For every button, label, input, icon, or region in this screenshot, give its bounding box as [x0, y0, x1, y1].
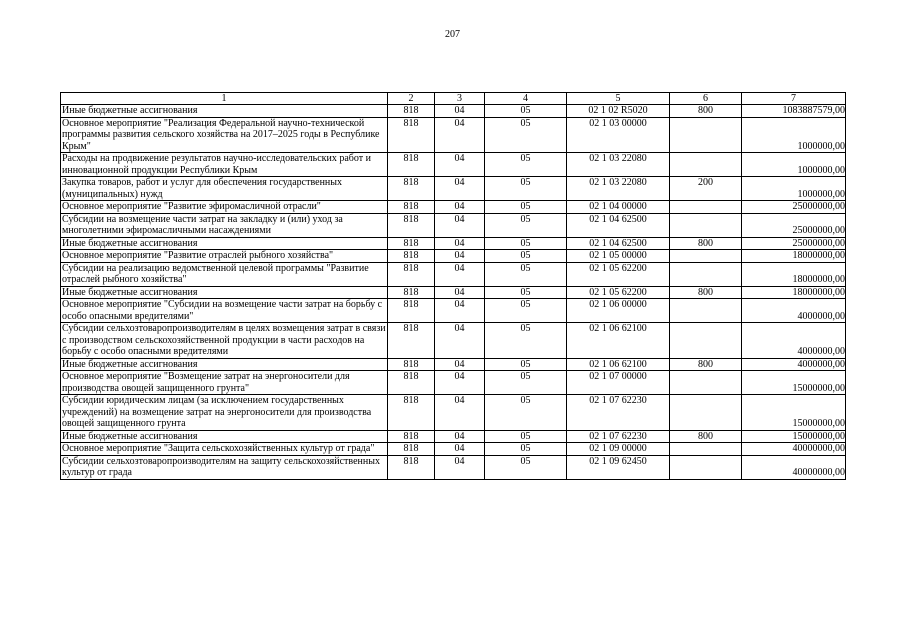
row-vr: 800	[670, 286, 742, 299]
row-vr: 800	[670, 237, 742, 250]
table-row	[61, 455, 846, 479]
header-cell: 7	[742, 93, 846, 105]
row-name: Иные бюджетные ассигнования	[61, 237, 388, 250]
row-pr: 05	[485, 153, 567, 177]
row-rz: 04	[435, 237, 485, 250]
row-rz: 04	[435, 443, 485, 456]
row-sum: 18000000,00	[742, 262, 846, 286]
row-csr: 02 1 04 00000	[567, 201, 670, 214]
row-name: Основное мероприятие "Развитие отраслей рыбного хозяйства"	[61, 250, 388, 263]
row-rz: 04	[435, 395, 485, 431]
row-name: Иные бюджетные ассигнования	[61, 105, 388, 118]
header-cell: 3	[435, 93, 485, 105]
row-vr	[670, 250, 742, 263]
table-row	[61, 395, 846, 431]
row-csr: 02 1 03 22080	[567, 177, 670, 201]
table-row	[61, 201, 846, 214]
row-sum: 40000000,00	[742, 455, 846, 479]
row-ved: 818	[388, 105, 435, 118]
row-sum: 1000000,00	[742, 117, 846, 153]
row-rz: 04	[435, 177, 485, 201]
table-header-row	[61, 93, 846, 105]
row-csr: 02 1 05 00000	[567, 250, 670, 263]
row-ved: 818	[388, 262, 435, 286]
row-sum: 15000000,00	[742, 371, 846, 395]
table-row	[61, 105, 846, 118]
row-pr: 05	[485, 371, 567, 395]
row-ved: 818	[388, 177, 435, 201]
table-row	[61, 237, 846, 250]
row-csr: 02 1 07 62230	[567, 395, 670, 431]
row-ved: 818	[388, 201, 435, 214]
row-csr: 02 1 04 62500	[567, 213, 670, 237]
row-vr	[670, 201, 742, 214]
row-pr: 05	[485, 237, 567, 250]
page-number: 207	[445, 29, 460, 40]
row-vr: 800	[670, 105, 742, 118]
row-ved: 818	[388, 430, 435, 443]
row-sum: 15000000,00	[742, 395, 846, 431]
row-name: Основное мероприятие "Развитие эфиромасличной отрасли"	[61, 201, 388, 214]
row-csr: 02 1 06 62100	[567, 323, 670, 359]
row-ved: 818	[388, 153, 435, 177]
row-csr: 02 1 03 00000	[567, 117, 670, 153]
row-rz: 04	[435, 299, 485, 323]
row-rz: 04	[435, 153, 485, 177]
row-vr	[670, 153, 742, 177]
row-sum: 1083887579,00	[742, 105, 846, 118]
row-sum: 25000000,00	[742, 213, 846, 237]
table-row	[61, 286, 846, 299]
row-pr: 05	[485, 213, 567, 237]
row-vr	[670, 455, 742, 479]
row-rz: 04	[435, 262, 485, 286]
row-name: Иные бюджетные ассигнования	[61, 286, 388, 299]
row-name: Иные бюджетные ассигнования	[61, 358, 388, 371]
table-row	[61, 358, 846, 371]
row-csr: 02 1 02 R5020	[567, 105, 670, 118]
row-name: Субсидии сельхозтоваропроизводителям на защиту сельскохозяйственных культур от града	[61, 455, 388, 479]
row-csr: 02 1 04 62500	[567, 237, 670, 250]
table-row	[61, 262, 846, 286]
row-ved: 818	[388, 299, 435, 323]
row-ved: 818	[388, 323, 435, 359]
table-row	[61, 177, 846, 201]
table-row	[61, 250, 846, 263]
row-csr: 02 1 09 00000	[567, 443, 670, 456]
row-rz: 04	[435, 358, 485, 371]
row-sum: 4000000,00	[742, 323, 846, 359]
row-vr	[670, 299, 742, 323]
table-row	[61, 430, 846, 443]
row-rz: 04	[435, 201, 485, 214]
row-name: Основное мероприятие "Защита сельскохозяйственных культур от града"	[61, 443, 388, 456]
row-sum: 18000000,00	[742, 286, 846, 299]
row-name: Субсидии на возмещение части затрат на закладку и (или) уход за многолетними эфиромасличными насаждениями	[61, 213, 388, 237]
row-csr: 02 1 07 62230	[567, 430, 670, 443]
row-pr: 05	[485, 299, 567, 323]
row-pr: 05	[485, 201, 567, 214]
table-row	[61, 213, 846, 237]
row-ved: 818	[388, 358, 435, 371]
row-vr	[670, 117, 742, 153]
row-ved: 818	[388, 213, 435, 237]
row-csr: 02 1 06 00000	[567, 299, 670, 323]
row-name: Субсидии сельхозтоваропроизводителям в целях возмещения затрат в связи с производством сельскохозяйственной продукции в части расходов на борьбу с особо опасными вредителями	[62, 323, 386, 357]
row-name: Основное мероприятие "Субсидии на возмещение части затрат на борьбу с особо опасными вредителями"	[61, 299, 388, 323]
row-vr	[670, 395, 742, 431]
table-row	[61, 117, 846, 153]
row-vr: 200	[670, 177, 742, 201]
row-ved: 818	[388, 117, 435, 153]
row-pr: 05	[485, 443, 567, 456]
row-csr: 02 1 03 22080	[567, 153, 670, 177]
row-ved: 818	[388, 455, 435, 479]
row-vr	[670, 371, 742, 395]
row-ved: 818	[388, 237, 435, 250]
row-rz: 04	[435, 430, 485, 443]
row-csr: 02 1 05 62200	[567, 262, 670, 286]
row-ved: 818	[388, 443, 435, 456]
header-cell: 1	[61, 93, 388, 105]
row-csr: 02 1 05 62200	[567, 286, 670, 299]
row-sum: 40000000,00	[742, 443, 846, 456]
row-pr: 05	[485, 177, 567, 201]
row-pr: 05	[485, 117, 567, 153]
row-rz: 04	[435, 250, 485, 263]
row-csr: 02 1 07 00000	[567, 371, 670, 395]
row-vr	[670, 443, 742, 456]
row-rz: 04	[435, 455, 485, 479]
row-pr: 05	[485, 250, 567, 263]
row-pr: 05	[485, 262, 567, 286]
row-rz: 04	[435, 105, 485, 118]
header-cell: 5	[567, 93, 670, 105]
row-name: Субсидии на реализацию ведомственной целевой программы "Развитие отраслей рыбного хозяйства"	[61, 262, 388, 286]
row-pr: 05	[485, 430, 567, 443]
row-sum: 15000000,00	[742, 430, 846, 443]
row-pr: 05	[485, 105, 567, 118]
row-name: Субсидии юридическим лицам (за исключением государственных учреждений) на возмещение затрат на энергоносители для производства овощей защищенного грунта	[61, 395, 388, 431]
row-csr: 02 1 09 62450	[567, 455, 670, 479]
row-rz: 04	[435, 323, 485, 359]
table-row	[61, 371, 846, 395]
row-ved: 818	[388, 250, 435, 263]
row-ved: 818	[388, 371, 435, 395]
row-sum: 4000000,00	[742, 358, 846, 371]
row-ved: 818	[388, 286, 435, 299]
table-row	[61, 443, 846, 456]
row-pr: 05	[485, 323, 567, 359]
row-vr: 800	[670, 430, 742, 443]
row-pr: 05	[485, 455, 567, 479]
row-rz: 04	[435, 117, 485, 153]
row-rz: 04	[435, 371, 485, 395]
row-sum: 1000000,00	[742, 153, 846, 177]
row-ved: 818	[388, 395, 435, 431]
row-name: Закупка товаров, работ и услуг для обеспечения государственных (муниципальных) нужд	[61, 177, 388, 201]
row-vr	[670, 213, 742, 237]
table-row	[61, 153, 846, 177]
row-pr: 05	[485, 358, 567, 371]
header-cell: 6	[670, 93, 742, 105]
row-name: Иные бюджетные ассигнования	[61, 430, 388, 443]
row-sum: 18000000,00	[742, 250, 846, 263]
row-name: Основное мероприятие "Реализация Федеральной научно-технической программы развития сельского хозяйства на 2017–2025 годы в Республике Крым"	[61, 117, 388, 153]
row-name: Основное мероприятие "Возмещение затрат на энергоносители для производства овощей защищенного грунта"	[61, 371, 388, 395]
row-sum: 4000000,00	[742, 299, 846, 323]
header-cell: 2	[388, 93, 435, 105]
row-pr: 05	[485, 286, 567, 299]
row-pr: 05	[485, 395, 567, 431]
table-row	[61, 299, 846, 323]
row-sum: 1000000,00	[742, 177, 846, 201]
row-vr	[670, 323, 742, 359]
budget-table	[60, 92, 846, 480]
row-rz: 04	[435, 286, 485, 299]
row-vr: 800	[670, 358, 742, 371]
row-sum: 25000000,00	[742, 237, 846, 250]
row-name: Расходы на продвижение результатов научно-исследовательских работ и инновационной продукции Республики Крым	[61, 153, 388, 177]
row-sum: 25000000,00	[742, 201, 846, 214]
header-cell: 4	[485, 93, 567, 105]
row-rz: 04	[435, 213, 485, 237]
row-vr	[670, 262, 742, 286]
row-csr: 02 1 06 62100	[567, 358, 670, 371]
table-row	[61, 323, 846, 359]
